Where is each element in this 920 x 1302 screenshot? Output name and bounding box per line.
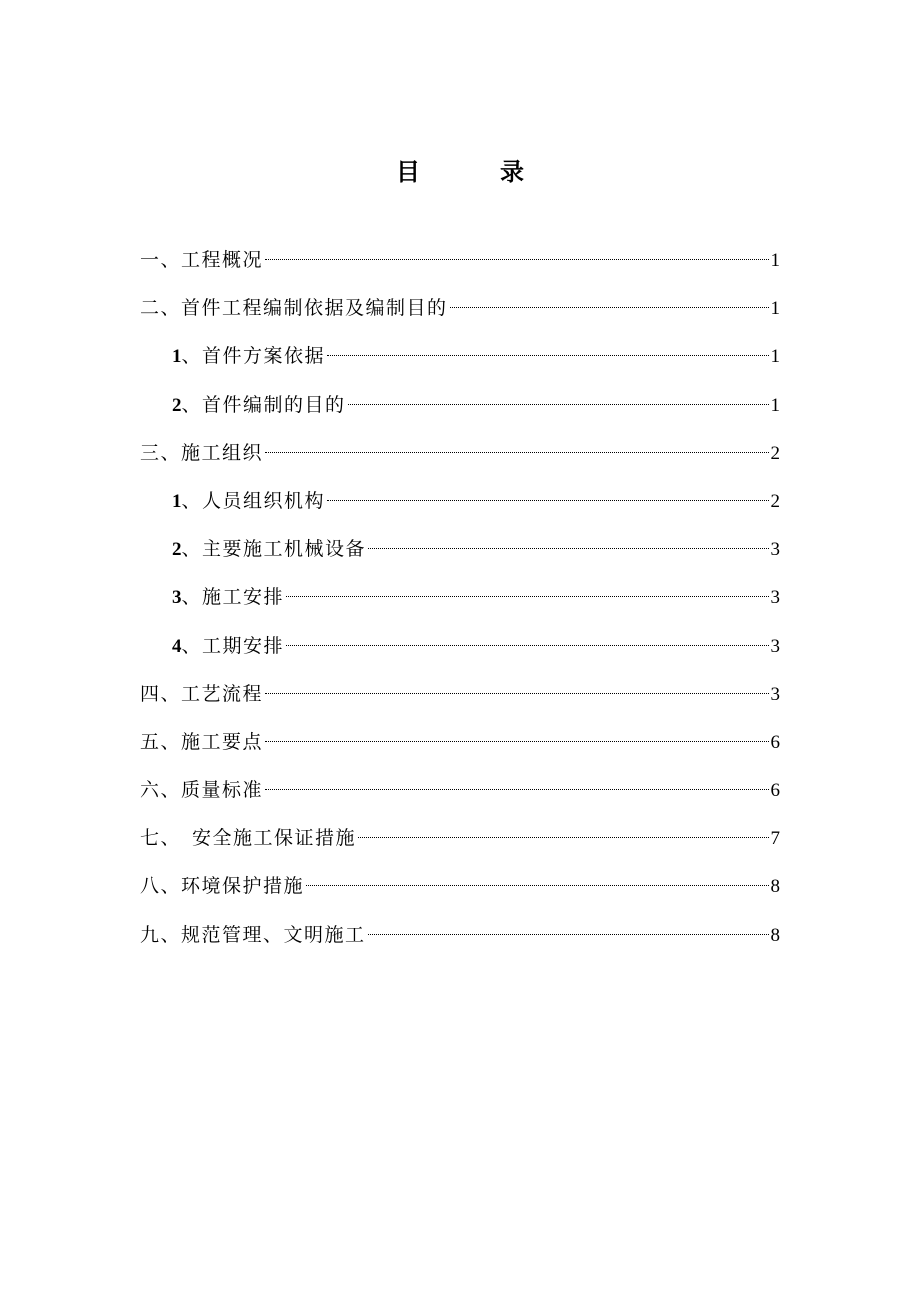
toc-dot-leader [265, 452, 768, 453]
toc-page-number: 2 [770, 442, 780, 464]
toc-dot-leader [368, 934, 769, 935]
toc-entry-number: 4 [172, 635, 182, 657]
toc-entry[interactable] [140, 336, 780, 384]
toc-page-number: 8 [770, 924, 780, 946]
toc-entry-label: 六、质量标准 [140, 779, 264, 802]
toc-entry[interactable] [140, 770, 780, 818]
toc-dot-leader [450, 307, 769, 308]
toc-page-number: 3 [770, 539, 780, 561]
toc-entry-number: 1 [172, 490, 182, 512]
toc-dot-leader [368, 548, 768, 549]
toc-list [140, 240, 780, 963]
toc-entry-label: 八、环境保护措施 [140, 875, 305, 898]
toc-page-number: 3 [770, 587, 780, 609]
toc-entry[interactable] [140, 722, 780, 770]
toc-entry-label: 三、施工组织 [140, 441, 264, 464]
toc-entry-number: 1 [172, 346, 182, 368]
toc-dot-leader [348, 404, 769, 405]
toc-entry[interactable] [140, 240, 780, 288]
toc-dot-leader [265, 259, 768, 260]
toc-entry[interactable] [140, 481, 780, 529]
toc-dot-leader [358, 837, 768, 838]
toc-page-number: 3 [770, 635, 780, 657]
toc-page-number: 1 [770, 250, 780, 271]
toc-dot-leader [265, 693, 768, 694]
toc-page-number: 8 [770, 876, 780, 898]
toc-entry[interactable] [140, 288, 780, 336]
toc-entry[interactable] [140, 915, 780, 963]
toc-entry[interactable] [140, 529, 780, 577]
toc-page-number: 6 [770, 731, 780, 753]
toc-entry-number: 2 [172, 394, 182, 416]
toc-dot-leader [327, 500, 768, 501]
toc-entry[interactable] [140, 866, 780, 914]
toc-entry[interactable] [140, 433, 780, 481]
toc-page-number: 7 [770, 828, 780, 850]
toc-page-number: 1 [770, 346, 780, 368]
toc-entry-label: 、首件方案依据 [181, 345, 326, 368]
toc-entry-label: 四、工艺流程 [140, 682, 264, 705]
toc-entry[interactable] [140, 577, 780, 625]
toc-entry-label: 五、施工要点 [140, 730, 264, 753]
toc-dot-leader [327, 355, 768, 356]
toc-page-number: 3 [770, 683, 780, 705]
toc-page-number: 2 [770, 490, 780, 512]
toc-dot-leader [286, 596, 768, 597]
toc-entry-number: 3 [172, 587, 182, 609]
toc-entry-label: 、人员组织机构 [181, 489, 326, 512]
toc-entry-label: 一、工程概况 [140, 249, 264, 271]
toc-entry[interactable] [140, 385, 780, 433]
toc-entry[interactable] [140, 674, 780, 722]
toc-entry[interactable] [140, 818, 780, 866]
toc-entry[interactable] [140, 626, 780, 674]
toc-dot-leader [265, 741, 768, 742]
toc-dot-leader [286, 645, 768, 646]
toc-entry-label: 九、规范管理、文明施工 [140, 923, 366, 946]
toc-page-number: 1 [770, 394, 780, 416]
toc-entry-label: 七、 安全施工保证措施 [140, 827, 357, 850]
toc-entry-label: 、首件编制的目的 [181, 393, 346, 416]
toc-entry-label: 、工期安排 [181, 634, 285, 657]
toc-dot-leader [265, 789, 768, 790]
toc-entry-number: 2 [172, 539, 182, 561]
toc-dot-leader [306, 885, 768, 886]
toc-entry-label: 二、首件工程编制依据及编制目的 [140, 297, 448, 320]
toc-title: 目 录 [396, 157, 552, 186]
toc-page-number: 6 [770, 780, 780, 802]
toc-entry-label: 、主要施工机械设备 [181, 538, 367, 561]
toc-entry-label: 、施工安排 [181, 586, 285, 609]
toc-page-number: 1 [770, 298, 780, 320]
